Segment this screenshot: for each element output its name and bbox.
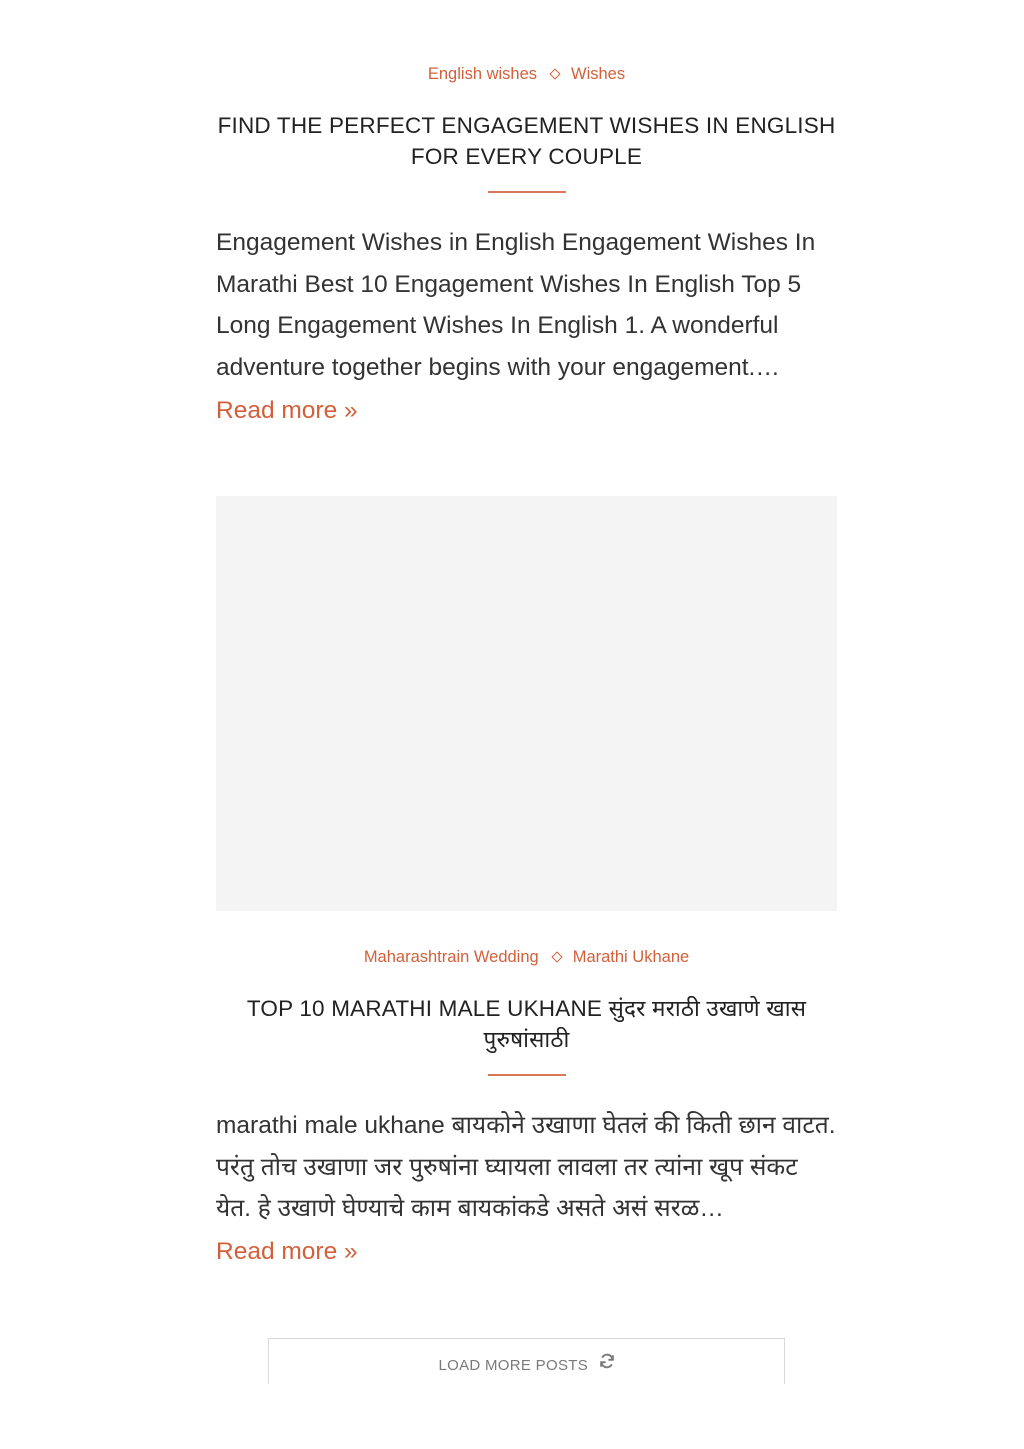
post-card [216,496,837,1266]
post-title[interactable] [216,993,837,1055]
diamond-separator-icon [549,68,560,79]
post-excerpt: Engagement Wishes in English Engagement Wishes In Marathi Best 10 Engagement Wishes In English Top 5 Long Engagement Wishes In English 1. A wonderful adventure together begins with your engagement.… [216,229,816,382]
category-link[interactable]: Maharashtrain Wedding [363,948,539,966]
category-link[interactable]: Marathi Ukhane [572,948,690,966]
load-more-label: LOAD MORE POSTS [438,1357,589,1374]
post-title-line: TOP 10 MARATHI MALE UKHANE सुंदर मराठी उखाणे खास [246,996,807,1021]
post-categories [216,945,837,969]
diamond-separator-icon [551,951,562,962]
load-more-button[interactable] [268,1338,785,1384]
post-excerpt: marathi male ukhane बायकोने उखाणा घेतलं की किती छान वाटत. परंतु तोच उखाणा जर पुरुषांना घ्यायला लावला तर त्यांना खूप संकट येत. हे उखाणे घेण्याचे काम बायकांकडे असते असं सरळ… [216,1112,836,1223]
refresh-icon [599,1338,615,1392]
post-thumbnail-placeholder[interactable] [216,496,837,911]
title-divider [488,191,566,193]
read-more-link[interactable]: Read more » [216,396,358,424]
category-link[interactable]: English wishes [427,65,538,83]
post-title[interactable] [216,110,837,172]
read-more-link[interactable]: Read more » [216,1238,358,1266]
title-divider [488,1074,566,1076]
post-categories [216,62,837,86]
category-link[interactable]: Wishes [571,65,626,83]
post-title-line: FOR EVERY COUPLE [410,144,643,169]
post-title-line: पुरुषांसाठी [483,1027,570,1052]
post-title-line: FIND THE PERFECT ENGAGEMENT WISHES IN ENGLISH [217,113,836,138]
post-card [216,62,837,425]
